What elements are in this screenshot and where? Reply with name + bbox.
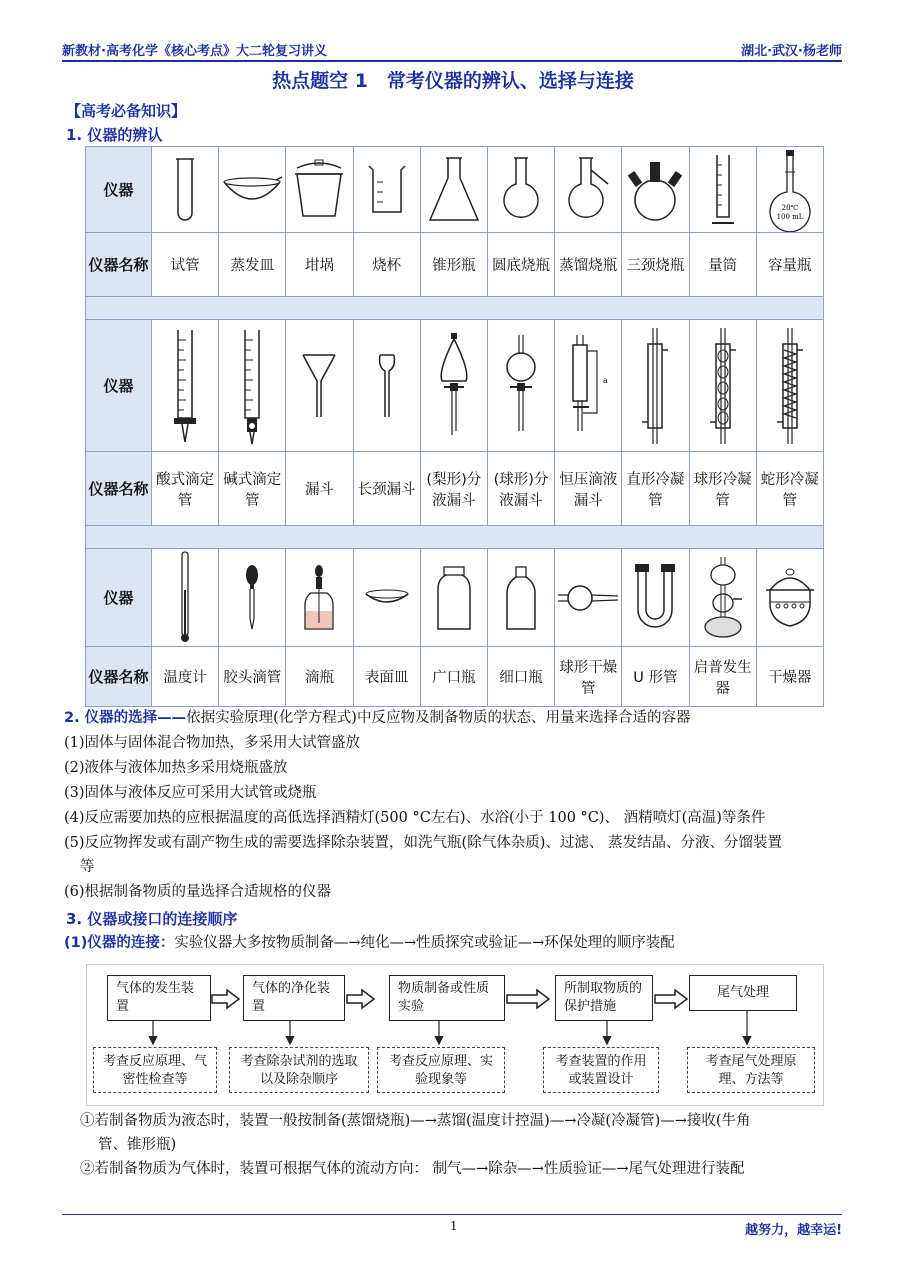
- volumetric-flask-icon: [756, 147, 823, 233]
- footer-motto: 越努力，越幸运!: [745, 1223, 842, 1238]
- name-cell: 蛇形冷凝管: [756, 452, 823, 526]
- graduated-cylinder-icon: [689, 147, 756, 233]
- name-label: 仪器名称: [86, 452, 152, 526]
- name-cell: 坩埚: [286, 233, 353, 297]
- row-separator: [86, 526, 824, 549]
- bulb-condenser-icon: [689, 320, 756, 452]
- flow-box-protection: 所制取物质的保护措施: [555, 975, 653, 1021]
- name-cell: 广口瓶: [420, 647, 487, 707]
- note-line: ①若制备物质为液态时，装置一般按制备(蒸馏烧瓶)—→蒸馏(温度计控温)—→冷凝(冷凝管)—→接收(牛角: [80, 1113, 751, 1129]
- page-footer: [62, 1214, 842, 1238]
- name-label: 仪器名称: [86, 647, 152, 707]
- ball-separatory-funnel-icon: [487, 320, 554, 452]
- flow-note: 考查反应原理、实验现象等: [377, 1047, 505, 1093]
- crucible-icon: [286, 147, 353, 233]
- name-cell: 三颈烧瓶: [622, 233, 689, 297]
- conical-flask-icon: [420, 147, 487, 233]
- section-2-heading: [64, 707, 690, 729]
- name-cell: 温度计: [152, 647, 219, 707]
- section-3-sub-label: (1)仪器的连接：: [64, 935, 175, 951]
- flow-note: 考查尾气处理原理、方法等: [687, 1047, 815, 1093]
- funnel-icon: [286, 320, 353, 452]
- flow-arrow: [212, 990, 239, 1008]
- name-cell: 容量瓶: [756, 233, 823, 297]
- coil-condenser-icon: [756, 320, 823, 452]
- section-2-text: 依据实验原理(化学方程式)中反应物及制备物质的状态、用量来选择合适的容器: [186, 710, 691, 726]
- wide-mouth-bottle-icon: [420, 549, 487, 647]
- note-line: ②若制备物质为气体时，装置可根据气体的流动方向： 制气—→除杂—→性质验证—→尾气处理进行装配: [80, 1161, 745, 1177]
- row-separator: [86, 297, 824, 320]
- name-cell: 圆底烧瓶: [487, 233, 554, 297]
- list-item: (6)根据制备物质的量选择合适规格的仪器: [64, 884, 332, 900]
- funnel-mark-a: a: [603, 375, 608, 385]
- list-item-continued: 等: [80, 859, 95, 875]
- name-cell: 试管: [152, 233, 219, 297]
- name-cell: 蒸发皿: [219, 233, 286, 297]
- name-cell: 细口瓶: [487, 647, 554, 707]
- instrument-label: 仪器: [86, 147, 152, 233]
- list-item: (1)固体与固体混合物加热，多采用大试管盛放: [64, 735, 361, 751]
- name-cell: 恒压滴液漏斗: [555, 452, 622, 526]
- flow-box-preparation: 物质制备或性质实验: [389, 975, 505, 1021]
- flow-note: 考查除杂试剂的选取以及除杂顺序: [229, 1047, 369, 1093]
- pear-separatory-funnel-icon: [420, 320, 487, 452]
- name-cell: 胶头滴管: [219, 647, 286, 707]
- instrument-label: 仪器: [86, 549, 152, 647]
- list-item: (4)反应需要加热的应根据温度的高低选择酒精灯(500 °C左右)、水浴(小于 100 °C)、 酒精喷灯(高温)等条件: [64, 810, 766, 826]
- page-number: 1: [450, 1219, 458, 1233]
- name-cell: 烧杯: [353, 233, 420, 297]
- name-cell: 量筒: [689, 233, 756, 297]
- flow-arrow: [347, 990, 374, 1008]
- name-cell: 直形冷凝管: [622, 452, 689, 526]
- name-cell: 蒸馏烧瓶: [555, 233, 622, 297]
- flask-label-volume: 100 mL: [776, 212, 804, 221]
- pressure-equalizing-funnel-icon: [555, 320, 622, 452]
- header-right: 湖北·武汉·杨老师: [741, 44, 842, 59]
- test-tube-icon: [152, 147, 219, 233]
- u-tube-icon: [622, 549, 689, 647]
- round-bottom-flask-icon: [487, 147, 554, 233]
- flow-box-purification: 气体的净化装置: [243, 975, 345, 1021]
- section-3-subheading: [64, 932, 675, 954]
- page-title: 热点题空 1 常考仪器的辨认、选择与连接: [272, 70, 634, 92]
- section-heading: 【高考必备知识】: [66, 102, 187, 120]
- instrument-label: 仪器: [86, 320, 152, 452]
- name-cell: 干燥器: [756, 647, 823, 707]
- flow-arrow: [507, 990, 549, 1008]
- section-1-title: 1. 仪器的辨认: [66, 126, 163, 144]
- name-cell: 滴瓶: [286, 647, 353, 707]
- list-item: (3)固体与液体反应可采用大试管或烧瓶: [64, 785, 317, 801]
- ball-drying-tube-icon: [555, 549, 622, 647]
- evaporating-dish-icon: [219, 147, 286, 233]
- name-cell: 酸式滴定管: [152, 452, 219, 526]
- narrow-mouth-bottle-icon: [487, 549, 554, 647]
- name-label: 仪器名称: [86, 233, 152, 297]
- instrument-table: [85, 146, 824, 707]
- section-3-sub-text: 实验仪器大多按物质制备—→纯化—→性质探究或验证—→环保处理的顺序装配: [174, 935, 675, 951]
- beaker-icon: [353, 147, 420, 233]
- list-item: (5)反应物挥发或有副产物生成的需要选择除杂装置，如洗气瓶(除气体杂质)、过滤、 蒸发结晶、分液、分馏装置: [64, 835, 782, 851]
- section-2-title: 2. 仪器的选择——: [64, 710, 187, 726]
- flow-box-tail-gas: 尾气处理: [689, 975, 797, 1011]
- list-item: (2)液体与液体加热多采用烧瓶盛放: [64, 760, 288, 776]
- name-cell: 长颈漏斗: [353, 452, 420, 526]
- note-line-continued: 管、锥形瓶): [98, 1137, 177, 1153]
- kipp-generator-icon: [689, 549, 756, 647]
- three-neck-flask-icon: [622, 147, 689, 233]
- name-cell: (梨形)分液漏斗: [420, 452, 487, 526]
- name-cell: 漏斗: [286, 452, 353, 526]
- flow-arrow: [655, 990, 687, 1008]
- long-neck-funnel-icon: [353, 320, 420, 452]
- dropper-icon: [219, 549, 286, 647]
- page-header: [62, 38, 842, 62]
- name-cell: 锥形瓶: [420, 233, 487, 297]
- name-cell: (球形)分液漏斗: [487, 452, 554, 526]
- name-cell: 表面皿: [353, 647, 420, 707]
- flow-diagram: [86, 964, 824, 1106]
- name-cell: 启普发生器: [689, 647, 756, 707]
- name-cell: 球形干燥管: [555, 647, 622, 707]
- section-3-title: 3. 仪器或接口的连接顺序: [66, 910, 238, 928]
- flask-label-temp: 20℃: [781, 203, 799, 212]
- thermometer-icon: [152, 549, 219, 647]
- header-left: 新教材·高考化学《核心考点》大二轮复习讲义: [62, 44, 327, 59]
- flow-box-generation: 气体的发生装置: [107, 975, 211, 1021]
- flow-note: 考查反应原理、气密性检查等: [93, 1047, 217, 1093]
- name-cell: 碱式滴定管: [219, 452, 286, 526]
- distilling-flask-icon: [555, 147, 622, 233]
- flow-note: 考查装置的作用或装置设计: [543, 1047, 659, 1093]
- desiccator-icon: [756, 549, 823, 647]
- name-cell: U 形管: [622, 647, 689, 707]
- acid-burette-icon: [152, 320, 219, 452]
- name-cell: 球形冷凝管: [689, 452, 756, 526]
- base-burette-icon: [219, 320, 286, 452]
- dropping-bottle-icon: [286, 549, 353, 647]
- watch-glass-icon: [353, 549, 420, 647]
- straight-condenser-icon: [622, 320, 689, 452]
